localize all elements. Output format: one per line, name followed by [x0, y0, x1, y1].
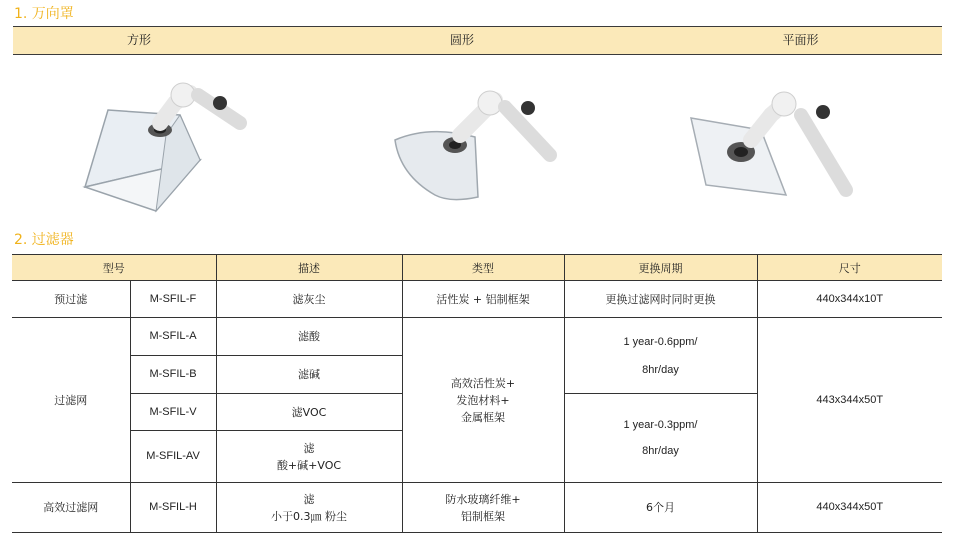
group-label: 高效过滤网 [12, 483, 130, 533]
model-cell: M-SFIL-V [130, 394, 216, 431]
header-size: 尺寸 [757, 255, 942, 281]
desc-cell: 滤碱 [216, 356, 402, 394]
header-flat: 平面形 [782, 33, 819, 47]
model-cell: M-SFIL-F [130, 281, 216, 318]
size-cell: 443x344x50T [757, 318, 942, 483]
type-cell [402, 318, 564, 483]
type-line: 铝制框架 [461, 509, 505, 523]
header-square: 方形 [126, 33, 151, 47]
table-row [12, 318, 942, 356]
desc-cell: 滤灰尘 [216, 281, 402, 318]
header-round: 圆形 [449, 33, 474, 47]
model-cell: M-SFIL-B [130, 356, 216, 394]
table-header-row [12, 255, 942, 281]
cycle-line: 1 year-0.6ppm/ [623, 335, 698, 348]
desc-line: 小于0.3㎛ 粉尘 [271, 509, 347, 523]
cycle-cell: 6个月 [564, 483, 757, 533]
cycle-line: 8hr/day [642, 445, 679, 457]
header-description: 描述 [216, 255, 402, 281]
table-row [12, 281, 942, 318]
size-cell: 440x344x10T [757, 281, 942, 318]
cycle-line: 1 year-0.3ppm/ [623, 419, 698, 431]
desc-line: 滤 [303, 492, 315, 506]
type-cell: 活性炭 + 铝制框架 [402, 281, 564, 318]
cycle-line: 8hr/day [642, 363, 679, 376]
table-row [12, 483, 942, 533]
flat-hood-image [686, 90, 866, 205]
section-title-filter: 2. 过滤器 [14, 232, 74, 248]
header-model: 型号 [12, 255, 216, 281]
desc-line: 酸+碱+VOC [276, 458, 342, 472]
size-cell: 440x344x50T [757, 483, 942, 533]
cycle-cell [564, 318, 757, 394]
header-type: 类型 [402, 255, 564, 281]
header-cycle: 更换周期 [564, 255, 757, 281]
section-title-hood: 1. 万向罩 [14, 6, 74, 22]
cycle-cell [564, 394, 757, 483]
round-hood-image [390, 85, 570, 210]
desc-cell: 滤酸 [216, 318, 402, 356]
type-line: 防水玻璃纤维+ [445, 492, 521, 506]
model-cell: M-SFIL-AV [130, 431, 216, 483]
type-cell [402, 483, 564, 533]
model-cell: M-SFIL-A [130, 318, 216, 356]
model-cell: M-SFIL-H [130, 483, 216, 533]
desc-cell [216, 431, 402, 483]
desc-line: 滤 [303, 441, 315, 455]
square-hood-image [80, 75, 260, 215]
type-line: 发泡材料+ [456, 393, 510, 407]
filter-table [12, 254, 942, 533]
type-line: 高效活性炭+ [450, 376, 516, 390]
desc-cell: 滤VOC [216, 394, 402, 431]
cycle-cell: 更换过滤网时同时更换 [564, 281, 757, 318]
type-line: 金属框架 [461, 410, 505, 424]
group-label: 过滤网 [12, 318, 130, 483]
desc-cell [216, 483, 402, 533]
hood-type-header [13, 26, 942, 55]
group-label: 预过滤 [12, 281, 130, 318]
